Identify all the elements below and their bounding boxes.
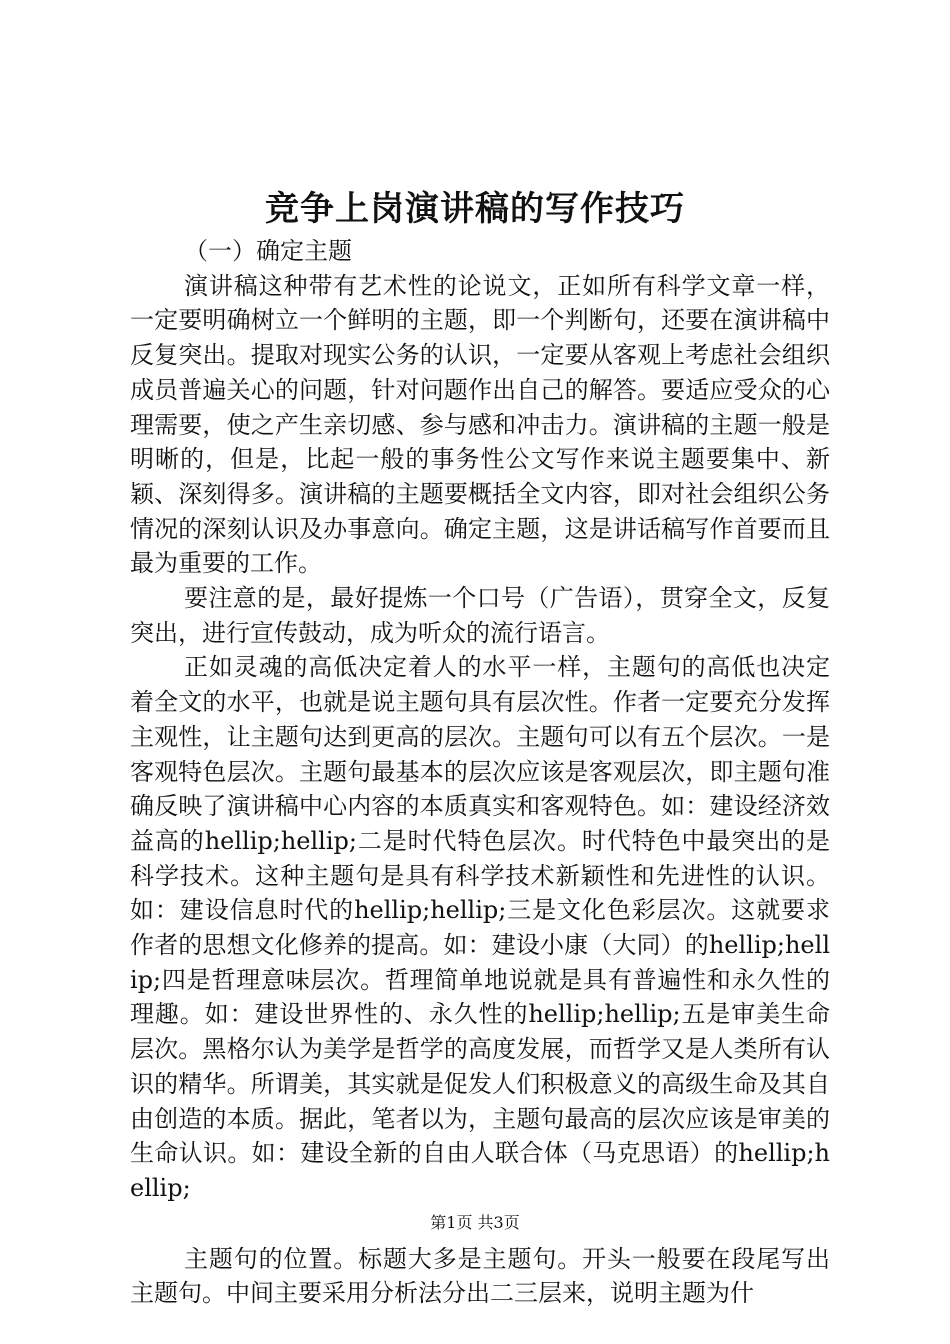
paragraph: 主题句的位置。标题大多是主题句。开头一般要在段尾写出主题句。中间主要采用分析法分出二三层来，说明主题为什	[130, 1244, 830, 1308]
paragraph: 演讲稿这种带有艺术性的论说文，正如所有科学文章一样，一定要明确树立一个鲜明的主题，即一个判断句，还要在演讲稿中反复突出。提取对现实公务的认识，一定要从客观上考虑社会组织成员普遍关心的问题，针对问题作出自己的解答。要适应受众的心理需要，使之产生亲切感、参与感和冲击力。演讲稿的主题一般是明晰的，但是，比起一般的事务性公文写作来说主题要集中、新颖、深刻得多。演讲稿的主题要概括全文内容，即对社会组织公务情况的深刻认识及办事意向。确定主题，这是讲话稿写作首要而且最为重要的工作。	[130, 271, 830, 578]
document-title: 竞争上岗演讲稿的写作技巧	[265, 189, 685, 229]
document-body	[130, 234, 830, 1311]
paragraph: 要注意的是，最好提炼一个口号（广告语），贯穿全文，反复突出，进行宣传鼓动，成为听众的流行语言。	[130, 584, 830, 647]
paragraph: 正如灵魂的高低决定着人的水平一样，主题句的高低也决定着全文的水平，也就是说主题句具有层次性。作者一定要充分发挥主观性，让主题句达到更高的层次。主题句可以有五个层次。一是客观特色层次。主题句最基本的层次应该是客观层次，即主题句准确反映了演讲稿中心内容的本质真实和客观特色。如：建设经济效益高的hellip;hellip;二是时代特色层次。时代特色中最突出的是科学技术。这种主题句是具有科学技术新颖性和先进性的认识。如：建设信息时代的hellip;hellip;三是文化色彩层次。这就要求作者的思想文化修养的提高。如：建设小康（大同）的hellip;hellip;四是哲理意味层次。哲理简单地说就是具有普遍性和永久性的理趣。如：建设世界性的、永久性的hellip;hellip;五是审美生命层次。黑格尔认为美学是哲学的高度发展，而哲学又是人类所有认识的精华。所谓美，其实就是促发人们积极意义的高级生命及其自由创造的本质。据此，笔者以为，主题句最高的层次应该是审美的生命认识。如：建设全新的自由人联合体（马克思语）的hellip;hellip;	[130, 653, 830, 1202]
section-heading: （一）确定主题	[184, 237, 352, 265]
page-footer: 第1页 共3页	[430, 1213, 520, 1232]
